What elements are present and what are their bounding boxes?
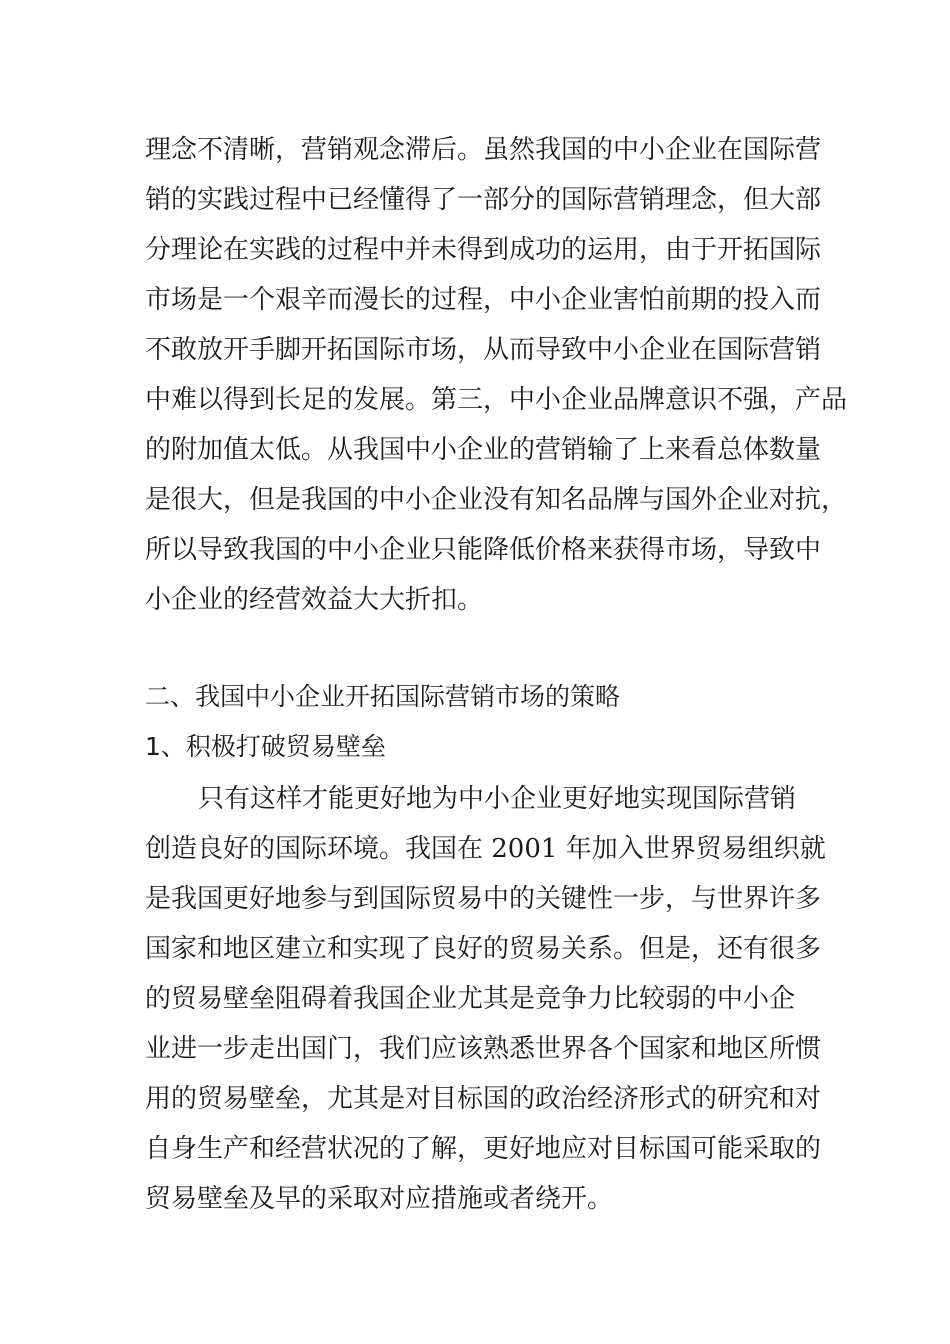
paragraph-1-line-6: 中难以得到长足的发展。第三，中小企业品牌意识不强，产品 — [145, 385, 848, 415]
paragraph-1-line-7: 的附加值太低。从我国中小企业的营销输了上来看总体数量 — [145, 435, 822, 465]
paragraph-2-line-6: 业进一步走出国门，我们应该熟悉世界各个国家和地区所惯 — [145, 1034, 822, 1064]
paragraph-2-line-5: 的贸易壁垒阻碍着我国企业尤其是竞争力比较弱的中小企 — [145, 984, 796, 1014]
paragraph-2-line-4: 国家和地区建立和实现了良好的贸易关系。但是，还有很多 — [145, 934, 822, 964]
paragraph-1-line-3: 分理论在实践的过程中并未得到成功的运用，由于开拓国际 — [145, 235, 822, 265]
paragraph-2-line-2: 创造良好的国际环境。我国在 2001 年加入世界贸易组织就 — [145, 834, 826, 864]
paragraph-2-line-7: 用的贸易壁垒，尤其是对目标国的政治经济形式的研究和对 — [145, 1084, 822, 1114]
section-heading: 二、我国中小企业开拓国际营销市场的策略 — [145, 682, 621, 711]
paragraph-2-line-1: 只有这样才能更好地为中小企业更好地实现国际营销 — [198, 784, 797, 814]
paragraph-1-line-2: 销的实践过程中已经懂得了一部分的国际营销理念，但大部 — [145, 185, 822, 215]
paragraph-2-line-9: 贸易壁垒及早的采取对应措施或者绕开。 — [145, 1184, 614, 1214]
paragraph-1-line-8: 是很大，但是我国的中小企业没有知名品牌与国外企业对抗， — [145, 485, 848, 515]
paragraph-1-line-9: 所以导致我国的中小企业只能降低价格来获得市场，导致中 — [145, 535, 822, 565]
paragraph-1-line-1: 理念不清晰，营销观念滞后。虽然我国的中小企业在国际营 — [145, 135, 822, 165]
paragraph-1-line-5: 不敢放开手脚开拓国际市场，从而导致中小企业在国际营销 — [145, 335, 822, 365]
paragraph-2-line-3: 是我国更好地参与到国际贸易中的关键性一步，与世界许多 — [145, 884, 822, 914]
paragraph-1-line-4: 市场是一个艰辛而漫长的过程，中小企业害怕前期的投入而 — [145, 285, 822, 315]
subsection-heading: 1、积极打破贸易壁垒 — [145, 732, 386, 761]
paragraph-2-line-8: 自身生产和经营状况的了解，更好地应对目标国可能采取的 — [145, 1134, 822, 1164]
paragraph-1-line-10: 小企业的经营效益大大折扣。 — [145, 585, 484, 615]
